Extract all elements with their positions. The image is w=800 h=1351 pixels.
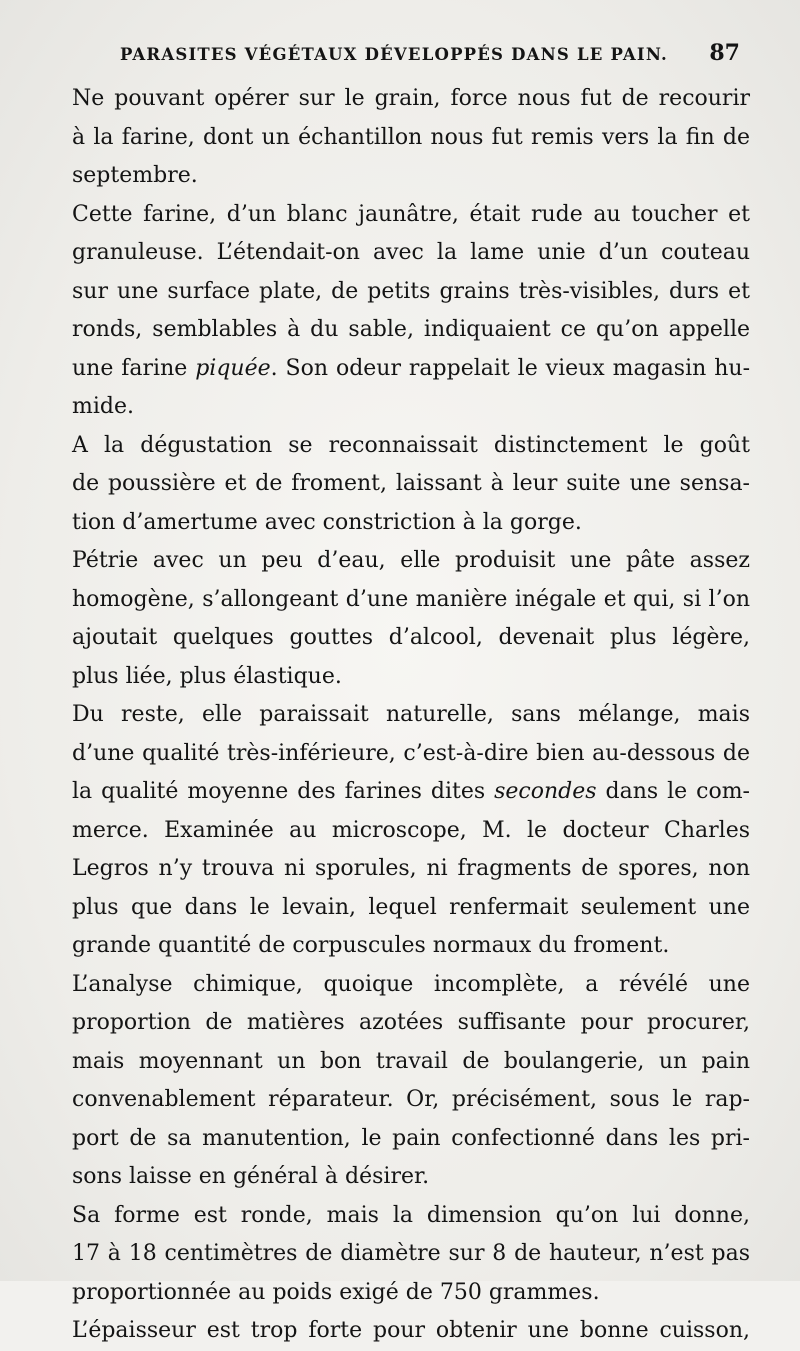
text-segment: . Son odeur rappelait le vieux magasin hu-	[270, 355, 750, 381]
text-line: merce. Examinée au microscope, M. le docteur Charles	[72, 817, 750, 843]
text-line: de poussière et de froment, laissant à leur suite une sensa-	[72, 471, 750, 496]
text-line: plus que dans le levain, lequel renfermait seulement une	[72, 894, 750, 920]
text-line: à la farine, dont un échantillon nous fut remis vers la fin de	[72, 124, 750, 150]
paragraph-4	[50, 542, 750, 696]
paragraph-1	[50, 80, 750, 196]
text-line-with-italic	[50, 773, 750, 812]
text-line: plus liée, plus élastique.	[72, 663, 342, 689]
text-line: proportion de matières azotées suffisante pour procurer,	[72, 1010, 750, 1035]
text-line: mais moyennant un bon travail de boulangerie, un pain	[72, 1048, 750, 1074]
paragraph-5	[50, 696, 750, 966]
text-line: Pétrie avec un peu d’eau, elle produisit une pâte assez	[72, 548, 750, 573]
running-title: PARASITES VÉGÉTAUX DÉVELOPPÉS DANS LE PAIN.	[120, 45, 668, 64]
text-segment: la qualité moyenne des farines dites	[72, 779, 495, 804]
text-line: granuleuse. L’étendait-on avec la lame unie d’un couteau	[72, 240, 750, 265]
paragraph-8	[50, 1312, 750, 1351]
paragraph-2	[50, 196, 750, 427]
text-line: port de sa manutention, le pain confectionné dans les pri-	[72, 1125, 750, 1151]
text-line: 17 à 18 centimètres de diamètre sur 8 de hauteur, n’est pas	[72, 1241, 750, 1266]
text-line: A la dégustation se reconnaissait distinctement le goût	[72, 432, 750, 458]
body-text	[50, 80, 750, 1351]
text-line: tion d’amertume avec constriction à la gorge.	[72, 509, 582, 535]
text-line: proportionnée au poids exigé de 750 grammes.	[72, 1279, 600, 1305]
text-line: Du reste, elle paraissait naturelle, sans mélange, mais	[72, 702, 750, 727]
text-line: Ne pouvant opérer sur le grain, force nous fut de recourir	[72, 86, 750, 111]
text-line: ajoutait quelques gouttes d’alcool, devenait plus légère,	[72, 625, 750, 650]
italic-word: secondes	[494, 779, 597, 804]
text-line: grande quantité de corpuscules normaux du froment.	[72, 933, 670, 958]
text-line: Sa forme est ronde, mais la dimension qu’on lui donne,	[72, 1202, 750, 1228]
page-header	[120, 40, 740, 66]
text-line: Legros n’y trouva ni sporules, ni fragments de spores, non	[72, 856, 750, 881]
paragraph-3	[50, 427, 750, 543]
paragraph-6	[50, 966, 750, 1197]
text-line-with-italic	[50, 350, 750, 389]
text-line: sons laisse en général à désirer.	[72, 1164, 430, 1189]
text-line: septembre.	[72, 163, 198, 188]
text-segment: dans le com-	[596, 779, 750, 804]
text-line: ronds, semblables à du sable, indiquaient ce qu’on appelle	[72, 317, 750, 342]
text-line: L’analyse chimique, quoique incomplète, a révélé une	[72, 971, 750, 997]
page-number: 87	[709, 40, 740, 66]
text-line: L’épaisseur est trop forte pour obtenir une bonne cuisson,	[72, 1318, 750, 1343]
text-line: d’une qualité très-inférieure, c’est-à-dire bien au-dessous de	[72, 740, 750, 766]
paragraph-7	[50, 1197, 750, 1313]
text-line: mide.	[72, 394, 134, 419]
text-segment: une farine	[72, 355, 196, 381]
italic-word: piquée	[195, 355, 271, 381]
text-line: Cette farine, d’un blanc jaunâtre, était rude au toucher et	[72, 201, 750, 227]
text-line: sur une surface plate, de petits grains très-visibles, durs et	[72, 278, 750, 304]
text-line: homogène, s’allongeant d’une manière inégale et qui, si l’on	[72, 586, 750, 612]
text-line: convenablement réparateur. Or, précisément, sous le rap-	[72, 1087, 750, 1112]
